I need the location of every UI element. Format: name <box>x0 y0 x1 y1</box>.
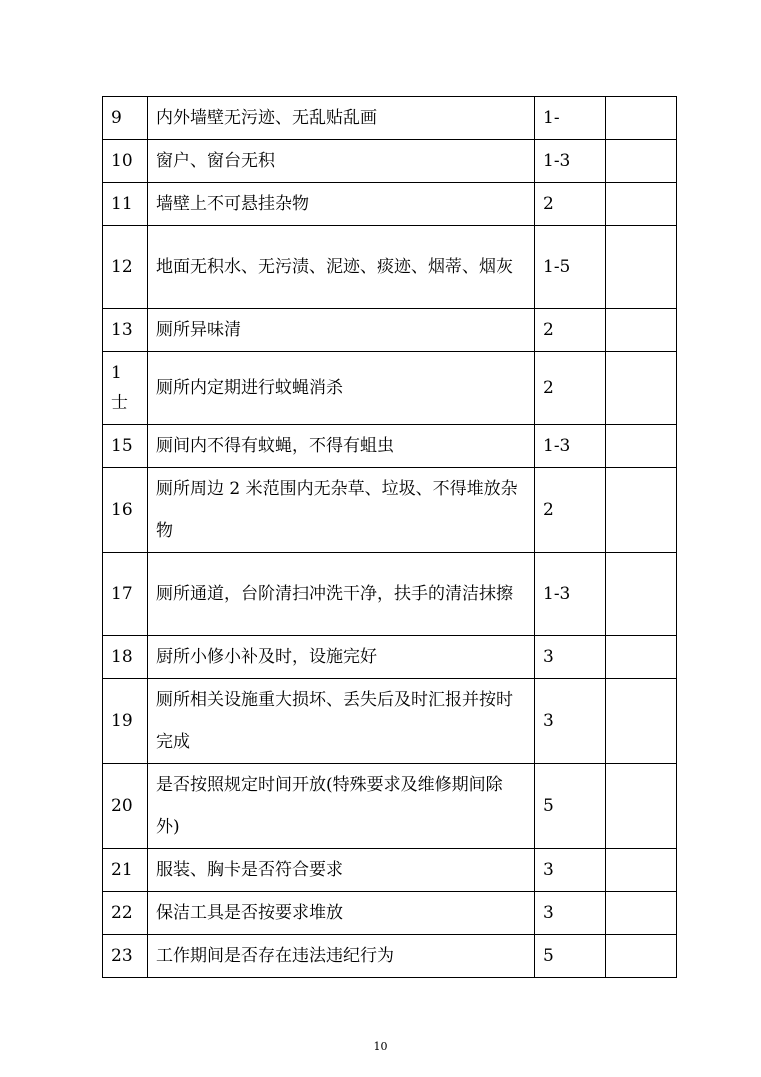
score-value: 3 <box>535 679 606 764</box>
result-cell <box>606 849 677 892</box>
table-row <box>103 352 677 425</box>
result-cell <box>606 309 677 352</box>
row-number: 11 <box>103 183 148 226</box>
row-number: 16 <box>103 468 148 553</box>
score-value: 5 <box>535 764 606 849</box>
result-cell <box>606 425 677 468</box>
item-description: 厕所通道，台阶清扫冲洗干净，扶手的清洁抹擦 <box>148 553 535 636</box>
result-cell <box>606 764 677 849</box>
item-description: 墙壁上不可悬挂杂物 <box>148 183 535 226</box>
score-value: 5 <box>535 935 606 978</box>
item-description: 厕所相关设施重大损坏、丢失后及时汇报并按时完成 <box>148 679 535 764</box>
table-row <box>103 935 677 978</box>
score-value: 1-5 <box>535 226 606 309</box>
score-value: 2 <box>535 468 606 553</box>
item-description: 是否按照规定时间开放(特殊要求及维修期间除外) <box>148 764 535 849</box>
table-row <box>103 636 677 679</box>
item-description: 服装、胸卡是否符合要求 <box>148 849 535 892</box>
item-description: 厨所小修小补及时，设施完好 <box>148 636 535 679</box>
row-number: 10 <box>103 140 148 183</box>
score-value: 3 <box>535 849 606 892</box>
row-number: 22 <box>103 892 148 935</box>
item-description: 厕所周边 2 米范围内无杂草、垃圾、不得堆放杂物 <box>148 468 535 553</box>
table-row <box>103 468 677 553</box>
result-cell <box>606 553 677 636</box>
row-number-line2: 士 <box>111 393 128 413</box>
table-row <box>103 140 677 183</box>
result-cell <box>606 140 677 183</box>
page-number: 10 <box>373 1040 388 1053</box>
table-row <box>103 97 677 140</box>
item-description: 保洁工具是否按要求堆放 <box>148 892 535 935</box>
item-description: 窗户、窗台无积 <box>148 140 535 183</box>
score-value: 1-3 <box>535 140 606 183</box>
result-cell <box>606 892 677 935</box>
score-value: 1-3 <box>535 553 606 636</box>
row-number: 9 <box>103 97 148 140</box>
score-value: 2 <box>535 309 606 352</box>
item-description: 内外墙壁无污迹、无乱贴乱画 <box>148 97 535 140</box>
result-cell <box>606 97 677 140</box>
result-cell <box>606 636 677 679</box>
inspection-checklist-table <box>102 96 677 978</box>
table-row <box>103 425 677 468</box>
result-cell <box>606 183 677 226</box>
row-number: 18 <box>103 636 148 679</box>
item-description: 工作期间是否存在违法违纪行为 <box>148 935 535 978</box>
table-row <box>103 226 677 309</box>
score-value: 3 <box>535 636 606 679</box>
table-row <box>103 892 677 935</box>
table-row <box>103 764 677 849</box>
score-value: 1-3 <box>535 425 606 468</box>
result-cell <box>606 226 677 309</box>
row-number <box>103 352 148 425</box>
item-description: 厕间内不得有蚊蝇，不得有蛆虫 <box>148 425 535 468</box>
row-number-line1: 1 <box>111 363 122 383</box>
table-row <box>103 309 677 352</box>
score-value: 2 <box>535 352 606 425</box>
score-value: 3 <box>535 892 606 935</box>
result-cell <box>606 352 677 425</box>
row-number: 21 <box>103 849 148 892</box>
row-number: 19 <box>103 679 148 764</box>
score-value: 2 <box>535 183 606 226</box>
row-number: 17 <box>103 553 148 636</box>
row-number: 13 <box>103 309 148 352</box>
item-description: 厕所内定期进行蚊蝇消杀 <box>148 352 535 425</box>
result-cell <box>606 935 677 978</box>
table-row <box>103 183 677 226</box>
item-description: 厕所异味清 <box>148 309 535 352</box>
table-row <box>103 679 677 764</box>
result-cell <box>606 679 677 764</box>
row-number: 12 <box>103 226 148 309</box>
row-number: 23 <box>103 935 148 978</box>
row-number: 20 <box>103 764 148 849</box>
table-row <box>103 553 677 636</box>
result-cell <box>606 468 677 553</box>
item-description: 地面无积水、无污渍、泥迹、痰迹、烟蒂、烟灰 <box>148 226 535 309</box>
table-row <box>103 849 677 892</box>
row-number: 15 <box>103 425 148 468</box>
score-value: 1- <box>535 97 606 140</box>
